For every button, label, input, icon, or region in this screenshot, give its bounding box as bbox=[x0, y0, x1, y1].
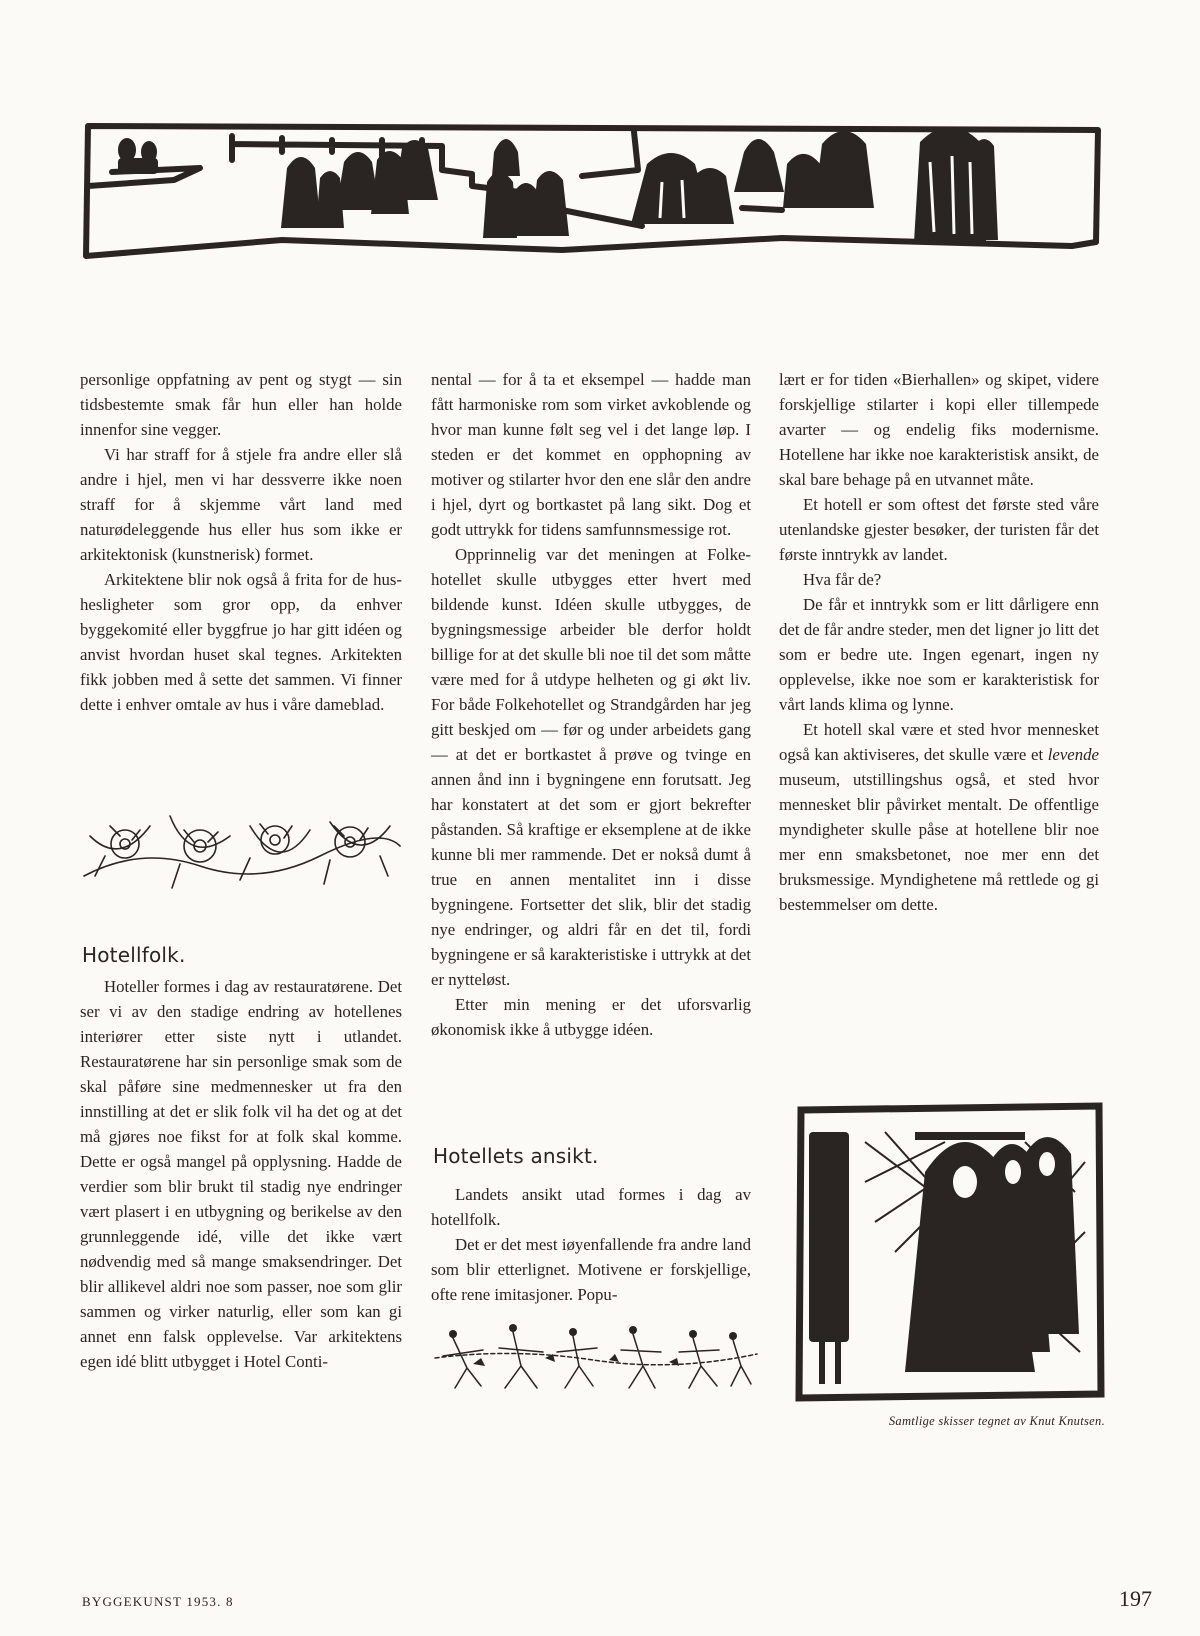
illustration-caption: Samtlige skisser tegnet av Knut Knutsen. bbox=[888, 1414, 1105, 1428]
text-column-1-continued bbox=[80, 974, 402, 1374]
page-number: 197 bbox=[1119, 1586, 1152, 1611]
paragraph: De får et inntrykk som er litt dårligere enn det de får andre steder, men det ligner jo litt det som er bedre ute. Ingen egenart, ingen ny opplevelse, ikke noe som er karakteristisk for vårt lands klima og lynne. bbox=[779, 595, 1099, 714]
text-column-1 bbox=[80, 367, 402, 717]
flower-ornament bbox=[80, 806, 402, 898]
emphasis: levende bbox=[1047, 745, 1099, 764]
paragraph: Det er det mest iøyenfallende fra andre land som blir etterlignet. Motivene er forskjellige, ofte rene imitasjoner. Popu- bbox=[431, 1235, 751, 1304]
paragraph: lært er for tiden «Bierhallen» og skipet, videre forskjellige stilarter i kopi eller tillempede avarter — og endelig fiks modernisme. Hotellene har ikke noe karakteristisk ansikt, de skal bare behage på en utvannet måte. bbox=[779, 370, 1099, 489]
section-heading-hotellets-ansikt: Hotellets ansikt. bbox=[433, 1144, 599, 1168]
paragraph: Et hotell skal være et sted hvor mennesket også kan aktiviseres, det skulle være et levende museum, utstillingshus også, et sted hvor mennesket blir påvirket mentalt. De offentlige myndigheter skulle påse at hotellene blir noe mer enn smaksbetonet, noe mer enn det bruksmessige. Myndighetene må rettlede og gi bestemmelser om dette. bbox=[779, 720, 1099, 914]
paragraph: Arkitektene blir nok også å frita for de hus-hesligheter som gror opp, da enhver byggekomité eller byggfrue jo har gitt idéen og anvist hvordan huset skal tegnes. Arkitekten fikk jobben med å sette det sammen. Vi finner dette i enhver omtale av hus i våre dameblad. bbox=[80, 570, 402, 714]
journal-footer: BYGGEKUNST 1953. 8 bbox=[82, 1594, 234, 1609]
section-heading-hotellfolk: Hotellfolk. bbox=[82, 943, 186, 967]
banner-illustration bbox=[82, 122, 1104, 282]
text-column-3 bbox=[779, 367, 1099, 917]
paragraph: Landets ansikt utad formes i dag av hotellfolk. bbox=[431, 1185, 751, 1229]
dancing-figures-ornament bbox=[433, 1318, 758, 1396]
paragraph: Et hotell er som oftest det første sted våre utenlandske gjester besøker, der turisten får det første inntrykk av landet. bbox=[779, 495, 1099, 564]
paragraph: Hva får de? bbox=[803, 570, 882, 589]
text-column-2 bbox=[431, 367, 751, 1042]
paragraph: Opprinnelig var det meningen at Folkehotellet skulle utbygges etter hvert med bildende kunst. Idéen skulle utbygges, de bygningsmessige arbeider ble derfor holdt billige for at det skulle bli noe til det som måtte være med for å utdype helheten og gi økt liv. For både Folkehotellet og Strandgården har jeg gitt beskjed om — før og under arbeidets gang — at det er bortkastet å prøve og tvinge en annen ånd inn i bygningene enn forutsatt. Jeg har konstatert at det som er gjort bekrefter påstanden. Så kraftige er eksemplene at de ikke kunne bli mer rammende. Det er nokså dumt å true en annen mentalitet inn i disse bygningene. Fortsetter det slik, blir det stadig nye endringer, og aldri får en det til, fordi bygningene er så karakteristiske i uttrykk at det er nytteløst. bbox=[431, 545, 751, 989]
paragraph: personlige oppfatning av pent og stygt — sin tidsbestemte smak får hun eller han holde innenfor sine vegger. bbox=[80, 370, 402, 439]
paragraph: Etter min mening er det uforsvarlig økonomisk ikke å utbygge idéen. bbox=[431, 995, 751, 1039]
text-column-2-continued bbox=[431, 1182, 751, 1307]
paragraph: nental — for å ta et eksempel — hadde man fått harmoniske rom som virket avkoblende og hvor man kunne følt seg vel i det lange løp. I steden er det kommet en opphopning av motiver og stilarter hvor den ene slår den andre i hjel, dyrt og bortkastet på lang sikt. Dog et godt uttrykk for tidens samfunnsmessige rot. bbox=[431, 370, 751, 539]
paragraph: Hoteller formes i dag av restauratørene. Det ser vi av den stadige endring av hotellenes interiører etter siste nytt i utlandet. Restauratørene har sin personlige smak som de skal påføre sine medmennesker ut fra den innstilling at det er slik folk vil ha det og at det må gjøres noe fikst for at folk skal komme. Dette er også mangel på opplysning. Hadde de verdier som blir brukt til stadig nye endringer vært plasert i en utbygning og berikelse av den grunnleggende idé, ville det ikke vært nødvendig med så mange smaksendringer. Det blir allikevel aldri noe som passer, noe som glir sammen og virker naturlig, eller som kan gi annet enn falsk opplevelse. Var arkitektens egen idé blitt utbygget i Hotel Conti- bbox=[80, 977, 402, 1371]
paragraph: Vi har straff for å stjele fra andre eller slå andre i hjel, men vi har dessverre ikke noen straff for å skjemme vårt land med naturødeleggende hus eller hus som ikke er arkitektonisk (kunstnerisk) formet. bbox=[80, 445, 402, 564]
standing-figures-illustration bbox=[795, 1102, 1105, 1402]
